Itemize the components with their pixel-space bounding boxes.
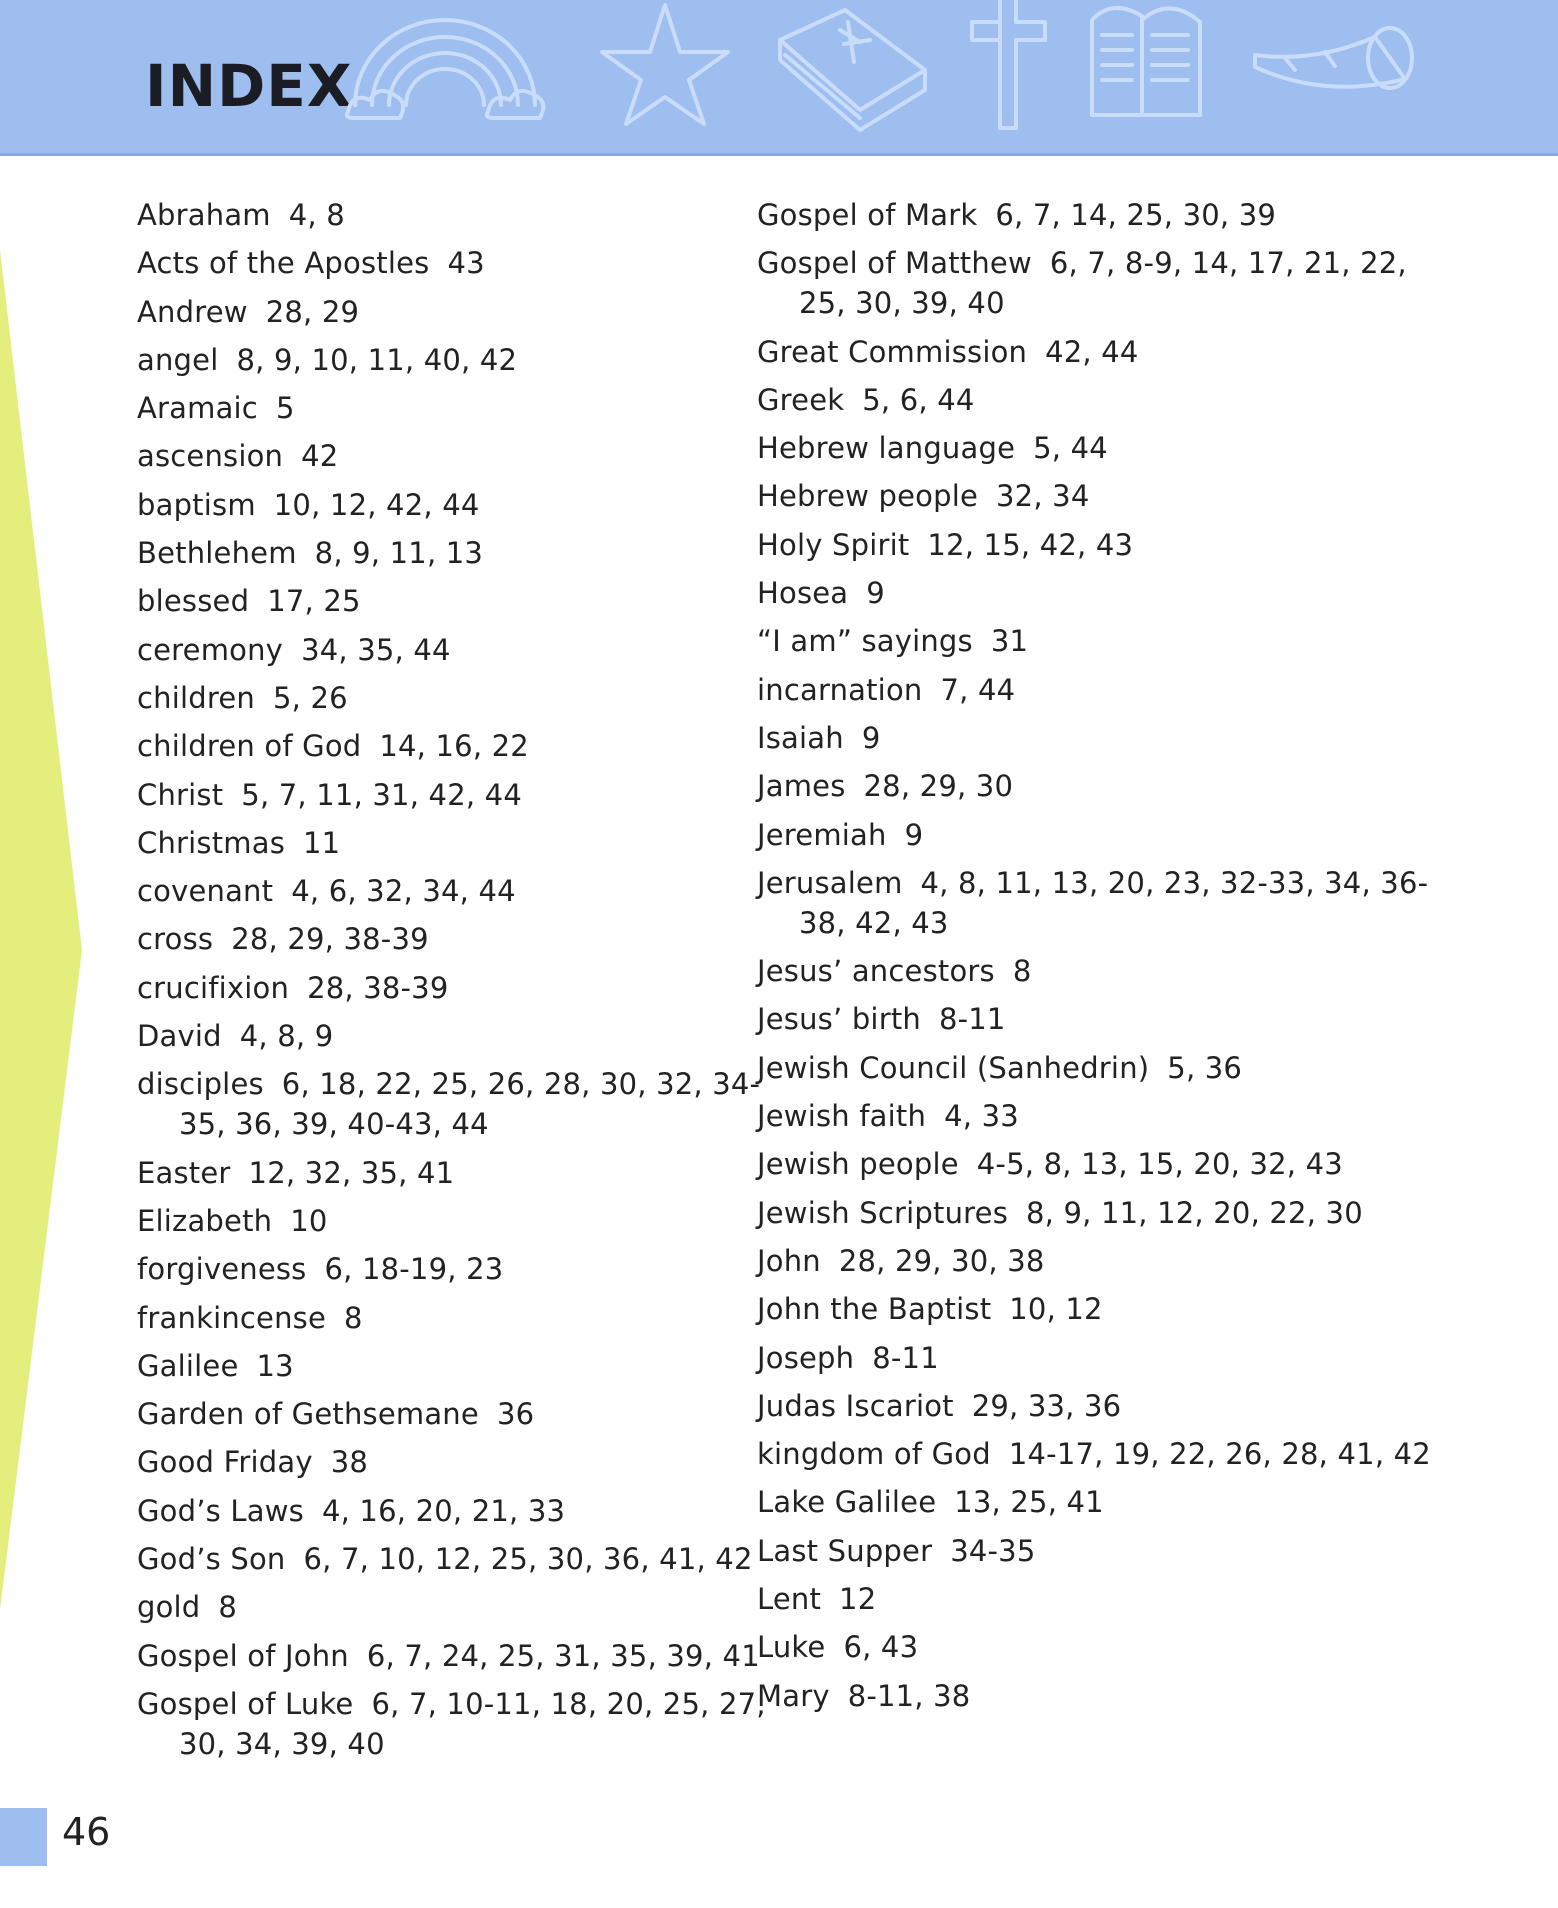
index-pages: 42, 44 xyxy=(1045,334,1139,369)
index-entry xyxy=(137,968,777,1008)
index-entry xyxy=(757,951,1437,991)
index-pages: 10, 12 xyxy=(1009,1292,1103,1327)
index-term: ceremony xyxy=(137,632,284,667)
index-pages: 6, 7, 10, 12, 25, 30, 36, 41, 42 xyxy=(303,1542,753,1577)
index-entry xyxy=(757,428,1437,468)
index-term: ascension xyxy=(137,439,284,474)
star-icon xyxy=(602,5,728,124)
index-term: Lent xyxy=(757,1582,822,1617)
index-entry xyxy=(137,726,777,766)
index-pages: 10, 12, 42, 44 xyxy=(273,487,480,522)
index-entry xyxy=(757,573,1437,613)
index-pages: 32, 34 xyxy=(996,479,1090,514)
index-term: Great Commission xyxy=(757,334,1028,369)
index-term: Bethlehem xyxy=(137,536,297,571)
index-pages: 7, 44 xyxy=(940,672,1016,707)
index-term: Christ xyxy=(137,777,224,812)
index-entry xyxy=(137,436,777,476)
index-pages: 5, 36 xyxy=(1167,1050,1243,1085)
index-term: Gospel of John xyxy=(137,1638,349,1673)
index-pages: 17, 25 xyxy=(267,584,361,619)
index-pages: 8-11, 38 xyxy=(847,1678,971,1713)
index-term: frankincense xyxy=(137,1300,327,1335)
index-term: Christmas xyxy=(137,825,286,860)
index-term: gold xyxy=(137,1590,201,1625)
index-entry xyxy=(757,766,1437,806)
index-pages: 34-35 xyxy=(950,1533,1036,1568)
index-pages: 5, 6, 44 xyxy=(862,382,975,417)
index-pages: 8 xyxy=(1012,954,1032,989)
index-term: Jesus’ ancestors xyxy=(757,954,995,989)
index-term: God’s Laws xyxy=(137,1493,304,1528)
index-entry xyxy=(757,1676,1437,1716)
index-entry xyxy=(757,999,1437,1039)
bible-icon xyxy=(780,10,925,130)
index-term: Andrew xyxy=(137,294,248,329)
index-term: forgiveness xyxy=(137,1252,307,1287)
index-term: incarnation xyxy=(757,672,923,707)
index-pages: 4-5, 8, 13, 15, 20, 32, 43 xyxy=(976,1147,1343,1182)
index-entry xyxy=(757,815,1437,855)
index-column-right xyxy=(757,195,1437,1724)
index-term: Judas Iscariot xyxy=(757,1388,954,1423)
footer-color-block xyxy=(0,1808,47,1866)
index-term: Jesus’ birth xyxy=(757,1002,921,1037)
index-term: kingdom of God xyxy=(757,1437,991,1472)
index-term: cross xyxy=(137,922,214,957)
index-term: children of God xyxy=(137,729,362,764)
index-pages: 31 xyxy=(990,624,1029,659)
header-banner xyxy=(0,0,1558,156)
index-pages: 6, 7, 24, 25, 31, 35, 39, 41 xyxy=(366,1638,760,1673)
index-pages: 6, 18-19, 23 xyxy=(324,1252,504,1287)
index-entry xyxy=(757,332,1437,372)
page-number: 46 xyxy=(62,1810,111,1854)
index-entry xyxy=(757,1627,1437,1667)
index-entry xyxy=(757,1482,1437,1522)
index-term: covenant xyxy=(137,874,274,909)
index-entry xyxy=(137,1587,777,1627)
index-term: Easter xyxy=(137,1155,231,1190)
index-entry xyxy=(757,1434,1437,1474)
index-entry xyxy=(757,243,1437,323)
index-entry xyxy=(757,621,1437,661)
index-term: blessed xyxy=(137,584,250,619)
index-entry xyxy=(137,1201,777,1241)
index-entry xyxy=(137,1153,777,1193)
index-column-left xyxy=(137,195,777,1772)
index-term: Hosea xyxy=(757,576,849,611)
index-term: Lake Galilee xyxy=(757,1485,937,1520)
index-term: children xyxy=(137,680,255,715)
index-entry xyxy=(757,1241,1437,1281)
index-pages: 6, 43 xyxy=(843,1630,919,1665)
index-pages: 6, 7, 8-9, 14, 17, 21, 22, 25, 30, 39, 40 xyxy=(799,246,1407,321)
index-pages: 6, 7, 14, 25, 30, 39 xyxy=(995,198,1277,232)
index-term: disciples xyxy=(137,1067,264,1102)
index-entry xyxy=(757,476,1437,516)
index-entry xyxy=(137,1539,777,1579)
index-pages: 5 xyxy=(275,391,295,426)
index-term: Acts of the Apostles xyxy=(137,246,430,281)
index-entry xyxy=(757,1338,1437,1378)
index-term: Jewish people xyxy=(757,1147,959,1182)
index-pages: 5, 44 xyxy=(1033,431,1108,466)
index-term: Jewish faith xyxy=(757,1099,927,1134)
index-entry xyxy=(137,1346,777,1386)
index-entry xyxy=(137,871,777,911)
index-entry xyxy=(137,1064,777,1144)
index-pages: 4, 16, 20, 21, 33 xyxy=(321,1493,566,1528)
index-entry xyxy=(757,1193,1437,1233)
index-pages: 4, 8, 9 xyxy=(239,1019,334,1054)
index-term: Abraham xyxy=(137,198,271,232)
index-pages: 13 xyxy=(256,1348,294,1383)
index-pages: 28, 29, 30 xyxy=(863,769,1014,804)
index-term: Greek xyxy=(757,382,845,417)
index-entry xyxy=(757,1579,1437,1619)
index-entry xyxy=(757,1096,1437,1136)
index-entry xyxy=(757,525,1437,565)
index-pages: 9 xyxy=(861,720,881,755)
index-pages: 12, 15, 42, 43 xyxy=(927,527,1134,562)
index-pages: 5, 26 xyxy=(272,680,348,715)
index-entry xyxy=(137,678,777,718)
index-entry xyxy=(137,630,777,670)
index-term: Aramaic xyxy=(137,391,258,426)
index-term: God’s Son xyxy=(137,1542,286,1577)
index-pages: 28, 38-39 xyxy=(307,970,449,1005)
shofar-horn-icon xyxy=(1255,28,1412,88)
index-entry xyxy=(757,1386,1437,1426)
index-term: Good Friday xyxy=(137,1445,313,1480)
index-pages: 14-17, 19, 22, 26, 28, 41, 42 xyxy=(1008,1437,1431,1472)
index-entry xyxy=(137,1249,777,1289)
index-pages: 13, 25, 41 xyxy=(954,1485,1104,1520)
index-pages: 6, 7, 10-11, 18, 20, 25, 27, 30, 34, 39, 40 xyxy=(179,1686,766,1761)
index-entry xyxy=(137,775,777,815)
index-term: baptism xyxy=(137,487,256,522)
index-entry xyxy=(137,823,777,863)
index-entry xyxy=(137,1394,777,1434)
index-term: Gospel of Matthew xyxy=(757,246,1032,281)
index-term: Gospel of Mark xyxy=(757,198,978,232)
index-term: Jerusalem xyxy=(757,865,903,900)
index-term: Elizabeth xyxy=(137,1203,273,1238)
stone-tablets-icon xyxy=(1092,8,1200,115)
index-entry xyxy=(757,863,1437,943)
index-pages: 28, 29, 30, 38 xyxy=(838,1243,1045,1278)
index-entry xyxy=(137,195,777,235)
index-term: Last Supper xyxy=(757,1533,933,1568)
index-pages: 8 xyxy=(218,1590,238,1625)
index-term: Jewish Council (Sanhedrin) xyxy=(757,1050,1150,1085)
index-entry xyxy=(137,243,777,283)
index-term: Isaiah xyxy=(757,720,844,755)
index-entry xyxy=(757,1048,1437,1088)
index-term: John the Baptist xyxy=(757,1292,992,1327)
index-pages: 28, 29, 38-39 xyxy=(231,922,429,957)
index-entry xyxy=(757,1531,1437,1571)
index-term: angel xyxy=(137,342,219,377)
index-pages: 4, 8 xyxy=(288,198,345,232)
index-pages: 36 xyxy=(496,1397,535,1432)
index-entry xyxy=(137,533,777,573)
index-entry xyxy=(137,1016,777,1056)
cross-icon xyxy=(972,0,1045,128)
index-pages: 5, 7, 11, 31, 42, 44 xyxy=(241,777,522,812)
index-pages: 8, 9, 11, 13 xyxy=(314,536,484,571)
index-pages: 8-11 xyxy=(872,1340,939,1375)
page-title: INDEX xyxy=(145,52,353,120)
index-term: Jewish Scriptures xyxy=(757,1195,1009,1230)
rainbow-icon xyxy=(347,20,543,118)
index-pages: 4, 6, 32, 34, 44 xyxy=(291,874,516,909)
index-entry xyxy=(757,670,1437,710)
index-term: Jeremiah xyxy=(757,817,887,852)
index-entry xyxy=(137,485,777,525)
index-entry xyxy=(137,1636,777,1676)
index-entry xyxy=(137,388,777,428)
index-pages: 8, 9, 10, 11, 40, 42 xyxy=(236,342,518,377)
index-pages: 6, 18, 22, 25, 26, 28, 30, 32, 34-35, 36, 39, 40-43, 44 xyxy=(179,1067,761,1142)
header-decoration xyxy=(340,0,1558,153)
side-tab-decoration xyxy=(0,250,90,1610)
index-entry xyxy=(757,1289,1437,1329)
index-term: “I am” sayings xyxy=(757,624,973,659)
index-term: John xyxy=(757,1243,821,1278)
index-pages: 4, 8, 11, 13, 20, 23, 32-33, 34, 36-38, 42, 43 xyxy=(799,865,1429,940)
index-pages: 11 xyxy=(303,825,341,860)
index-entry xyxy=(137,1298,777,1338)
index-pages: 28, 29 xyxy=(265,294,360,329)
index-term: Holy Spirit xyxy=(757,527,910,562)
index-entry xyxy=(137,1684,777,1764)
index-pages: 8, 9, 11, 12, 20, 22, 30 xyxy=(1026,1195,1363,1230)
index-entry xyxy=(757,380,1437,420)
index-pages: 12, 32, 35, 41 xyxy=(248,1155,455,1190)
index-term: Luke xyxy=(757,1630,826,1665)
index-pages: 38 xyxy=(330,1445,368,1480)
index-term: James xyxy=(757,769,846,804)
index-term: Hebrew language xyxy=(757,431,1016,466)
index-term: Hebrew people xyxy=(757,479,979,514)
index-entry xyxy=(137,919,777,959)
index-pages: 10 xyxy=(290,1203,328,1238)
index-entry xyxy=(137,340,777,380)
index-pages: 8-11 xyxy=(938,1002,1006,1037)
index-term: Gospel of Luke xyxy=(137,1686,354,1721)
index-term: Garden of Gethsemane xyxy=(137,1397,479,1432)
index-pages: 29, 33, 36 xyxy=(971,1388,1122,1423)
index-term: crucifixion xyxy=(137,970,290,1005)
index-entry xyxy=(137,292,777,332)
index-term: Joseph xyxy=(757,1340,855,1375)
index-pages: 9 xyxy=(904,817,924,852)
index-pages: 42 xyxy=(301,439,339,474)
index-entry xyxy=(757,1144,1437,1184)
index-pages: 4, 33 xyxy=(944,1099,1019,1134)
index-pages: 43 xyxy=(447,246,485,281)
index-pages: 14, 16, 22 xyxy=(379,729,529,764)
index-term: Galilee xyxy=(137,1348,239,1383)
index-entry xyxy=(757,718,1437,758)
index-pages: 12 xyxy=(839,1582,877,1617)
index-pages: 34, 35, 44 xyxy=(301,632,451,667)
index-entry xyxy=(137,1491,777,1531)
index-entry xyxy=(757,195,1437,235)
index-term: Mary xyxy=(757,1678,830,1713)
index-entry xyxy=(137,1442,777,1482)
index-pages: 8 xyxy=(344,1300,363,1335)
index-term: David xyxy=(137,1019,222,1054)
index-entry xyxy=(137,581,777,621)
index-pages: 9 xyxy=(866,576,885,611)
